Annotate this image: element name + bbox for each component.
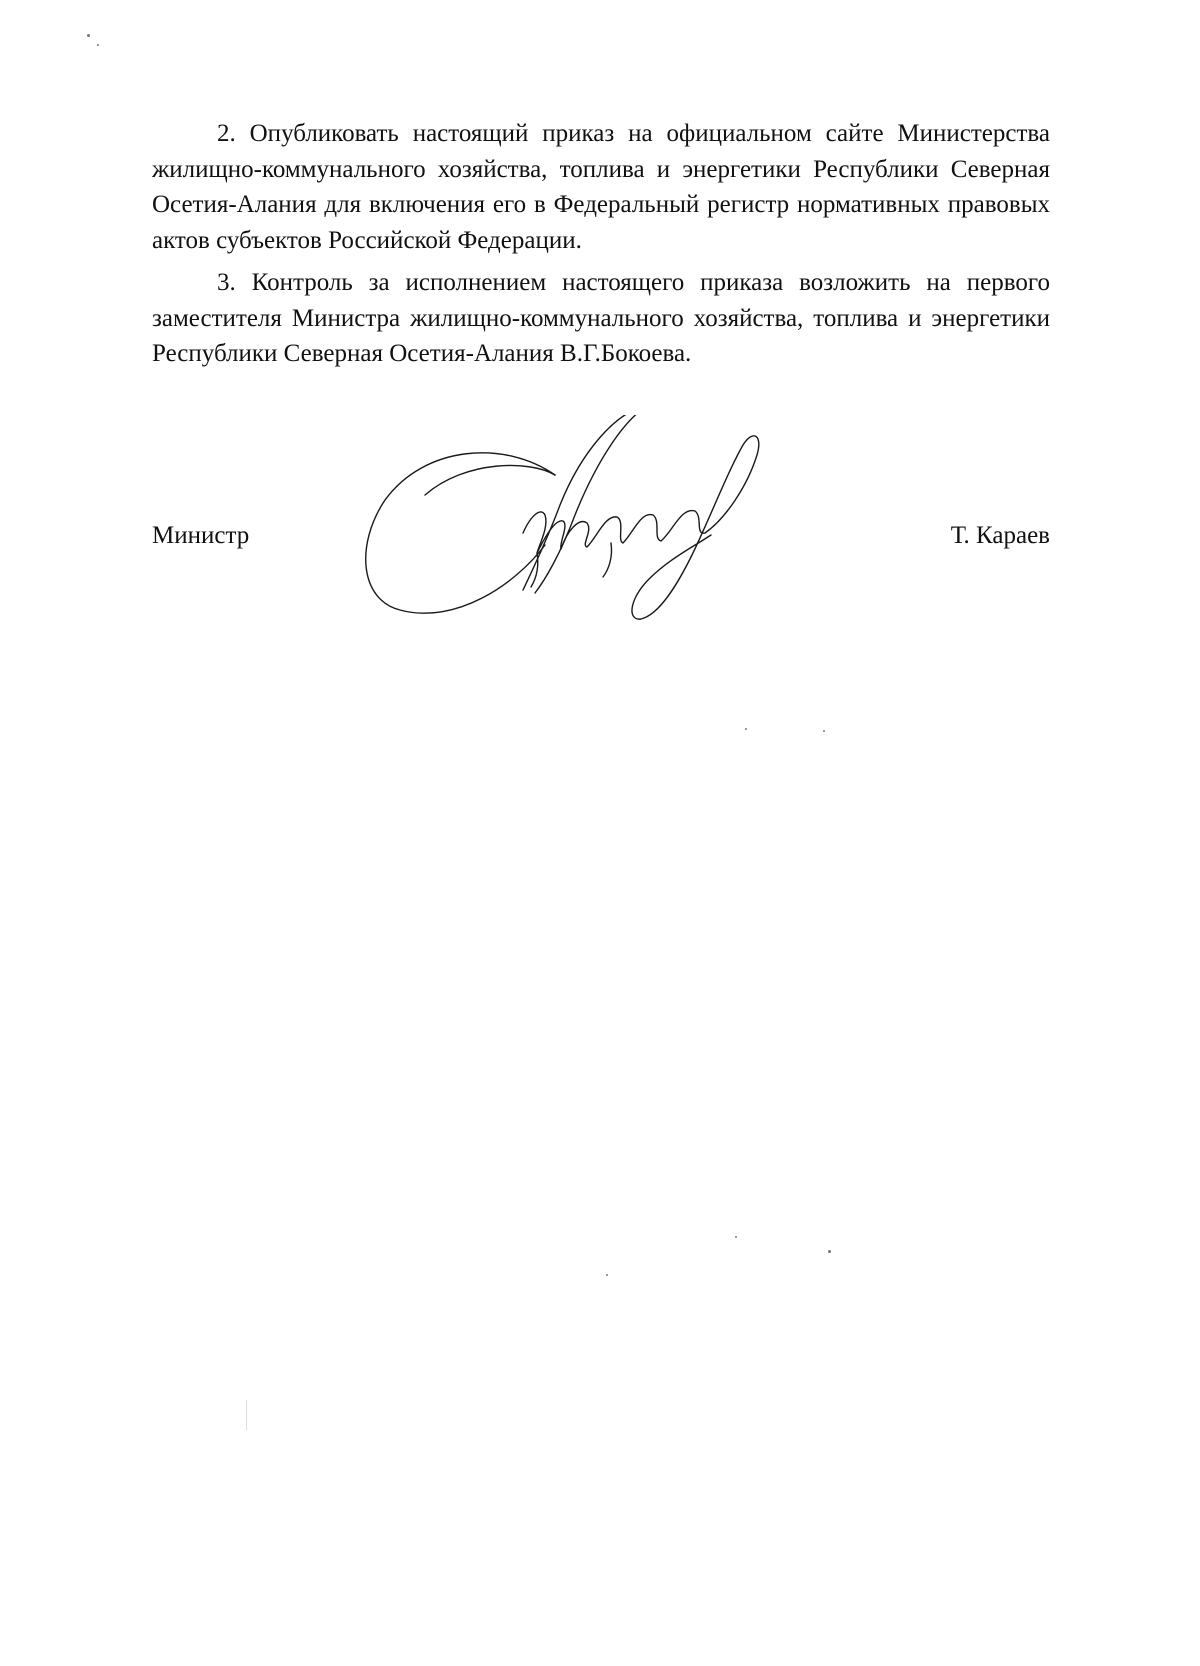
scan-speck bbox=[606, 1274, 608, 1276]
scan-speck bbox=[823, 730, 825, 732]
scan-speck bbox=[828, 1250, 831, 1253]
scan-speck bbox=[735, 1236, 737, 1238]
paragraph-2: 2. Опубликовать настоящий приказ на официальном сайте Министерства жилищно-коммунального хозяйства, топлива и энергетики Республики Северная Осетия-Алания для включения его в Федеральный регистр нормативных правовых актов субъектов Российской Федерации. bbox=[152, 120, 1050, 254]
scan-speck bbox=[246, 1400, 247, 1430]
document-body bbox=[152, 116, 1050, 379]
scan-speck bbox=[745, 728, 747, 730]
paragraph-3: 3. Контроль за исполнением настоящего приказа возложить на первого заместителя Министра жилищно-коммунального хозяйства, топлива и энергетики Республики Северная Осетия-Алания В.Г.Бокоева. bbox=[152, 269, 1050, 367]
handwritten-signature bbox=[355, 415, 805, 630]
scan-speck bbox=[97, 44, 99, 46]
scan-speck bbox=[87, 34, 90, 37]
signer-name: Т. Караев bbox=[950, 522, 1050, 549]
signer-title: Министр bbox=[152, 522, 250, 549]
